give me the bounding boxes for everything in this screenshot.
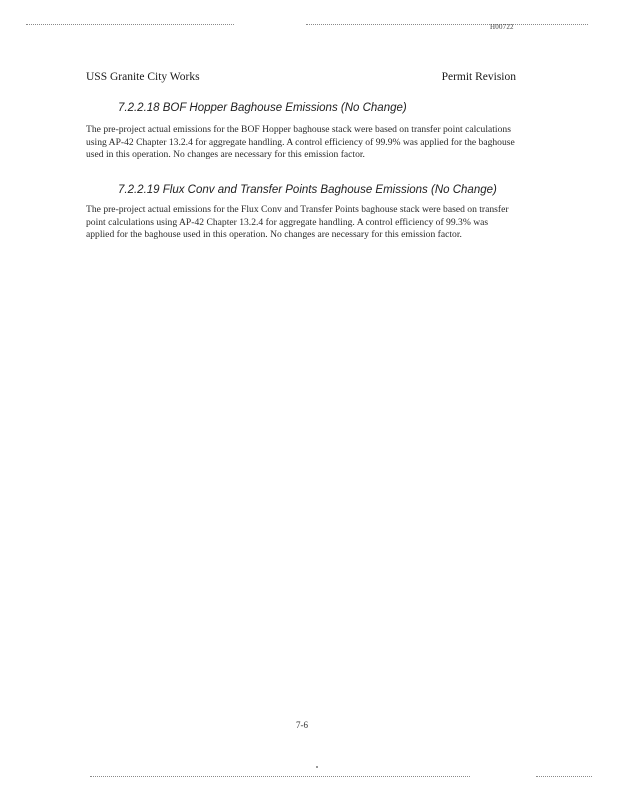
scan-artifact-top-right	[306, 24, 588, 25]
header-document-type: Permit Revision	[441, 71, 516, 83]
section-body-flux-conv: The pre-project actual emissions for the Flux Conv and Transfer Points baghouse stack were based on transfer point calculations using AP-42 Chapter 13.2.4 for aggregate handling. A control efficiency of 99.3% was applied for the baghouse used in this operation. No changes are necessary for this emission factor.	[86, 204, 509, 241]
scan-artifact-bottom-right	[536, 776, 592, 777]
section-heading-bof-hopper: 7.2.2.18 BOF Hopper Baghouse Emissions (No Change)	[118, 102, 407, 114]
document-id: H00722	[490, 23, 514, 31]
scan-artifact-top-left	[26, 24, 234, 25]
section-body-bof-hopper: The pre-project actual emissions for the BOF Hopper baghouse stack were based on transfer point calculations using AP-42 Chapter 13.2.4 for aggregate handling. A control efficiency of 99.9% was applied for the baghouse used in this operation. No changes are necessary for this emission factor.	[86, 124, 515, 161]
scan-speck	[316, 766, 318, 768]
scan-artifact-bottom-left	[90, 776, 470, 777]
section-heading-flux-conv: 7.2.2.19 Flux Conv and Transfer Points Baghouse Emissions (No Change)	[118, 184, 497, 196]
header-facility-name: USS Granite City Works	[86, 71, 200, 83]
page-number: 7-6	[296, 720, 308, 730]
